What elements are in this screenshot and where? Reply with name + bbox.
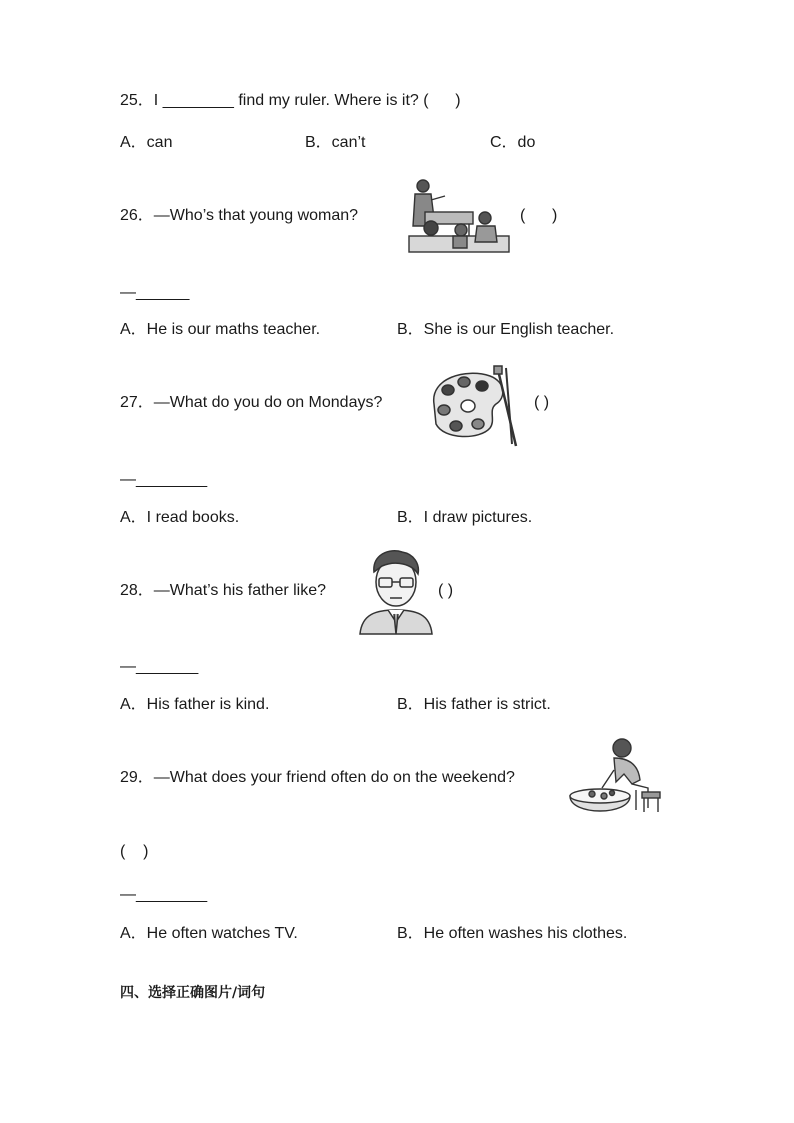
question-29-stem: 29．—What does your friend often do on the weekend?: [120, 769, 515, 786]
q29-answer-line[interactable]: —________: [120, 886, 208, 903]
teacher-and-students-picture: [405, 176, 517, 256]
q27-option-a[interactable]: A．I read books.: [120, 509, 240, 526]
q28-answer-bracket[interactable]: ( ): [438, 582, 454, 599]
q26-answer-bracket[interactable]: ( ): [520, 207, 558, 224]
question-25-stem: 25．I ________ find my ruler. Where is it? ( ): [120, 92, 461, 109]
q28-answer-line[interactable]: —_______: [120, 658, 199, 675]
q27-answer-line[interactable]: —________: [120, 471, 208, 488]
paint-palette-picture: [426, 364, 526, 450]
section-title: 四、选择正确图片/词句: [120, 985, 266, 1001]
question-28-stem: 28．—What’s his father like?: [120, 582, 327, 599]
q26-option-b[interactable]: B．She is our English teacher.: [397, 321, 615, 338]
man-with-glasses-picture: [356, 548, 436, 636]
q26-option-a[interactable]: A．He is our maths teacher.: [120, 321, 321, 338]
q29-option-b[interactable]: B．He often washes his clothes.: [397, 925, 628, 942]
q25-option-a[interactable]: A．can: [120, 134, 173, 151]
q28-option-b[interactable]: B．His father is strict.: [397, 696, 551, 713]
q25-option-c[interactable]: C．do: [490, 134, 536, 151]
q29-option-a[interactable]: A．He often watches TV.: [120, 925, 298, 942]
q28-option-a[interactable]: A．His father is kind.: [120, 696, 270, 713]
q27-option-b[interactable]: B．I draw pictures.: [397, 509, 533, 526]
q25-option-b[interactable]: B．can’t: [305, 134, 366, 151]
q27-answer-bracket[interactable]: ( ): [534, 394, 550, 411]
question-26-stem: 26．—Who’s that young woman?: [120, 207, 359, 224]
q29-answer-bracket[interactable]: ( ): [120, 843, 149, 860]
question-27-stem: 27．—What do you do on Mondays?: [120, 394, 383, 411]
boy-washing-clothes-picture: [566, 736, 664, 818]
q26-answer-line[interactable]: —______: [120, 284, 190, 301]
